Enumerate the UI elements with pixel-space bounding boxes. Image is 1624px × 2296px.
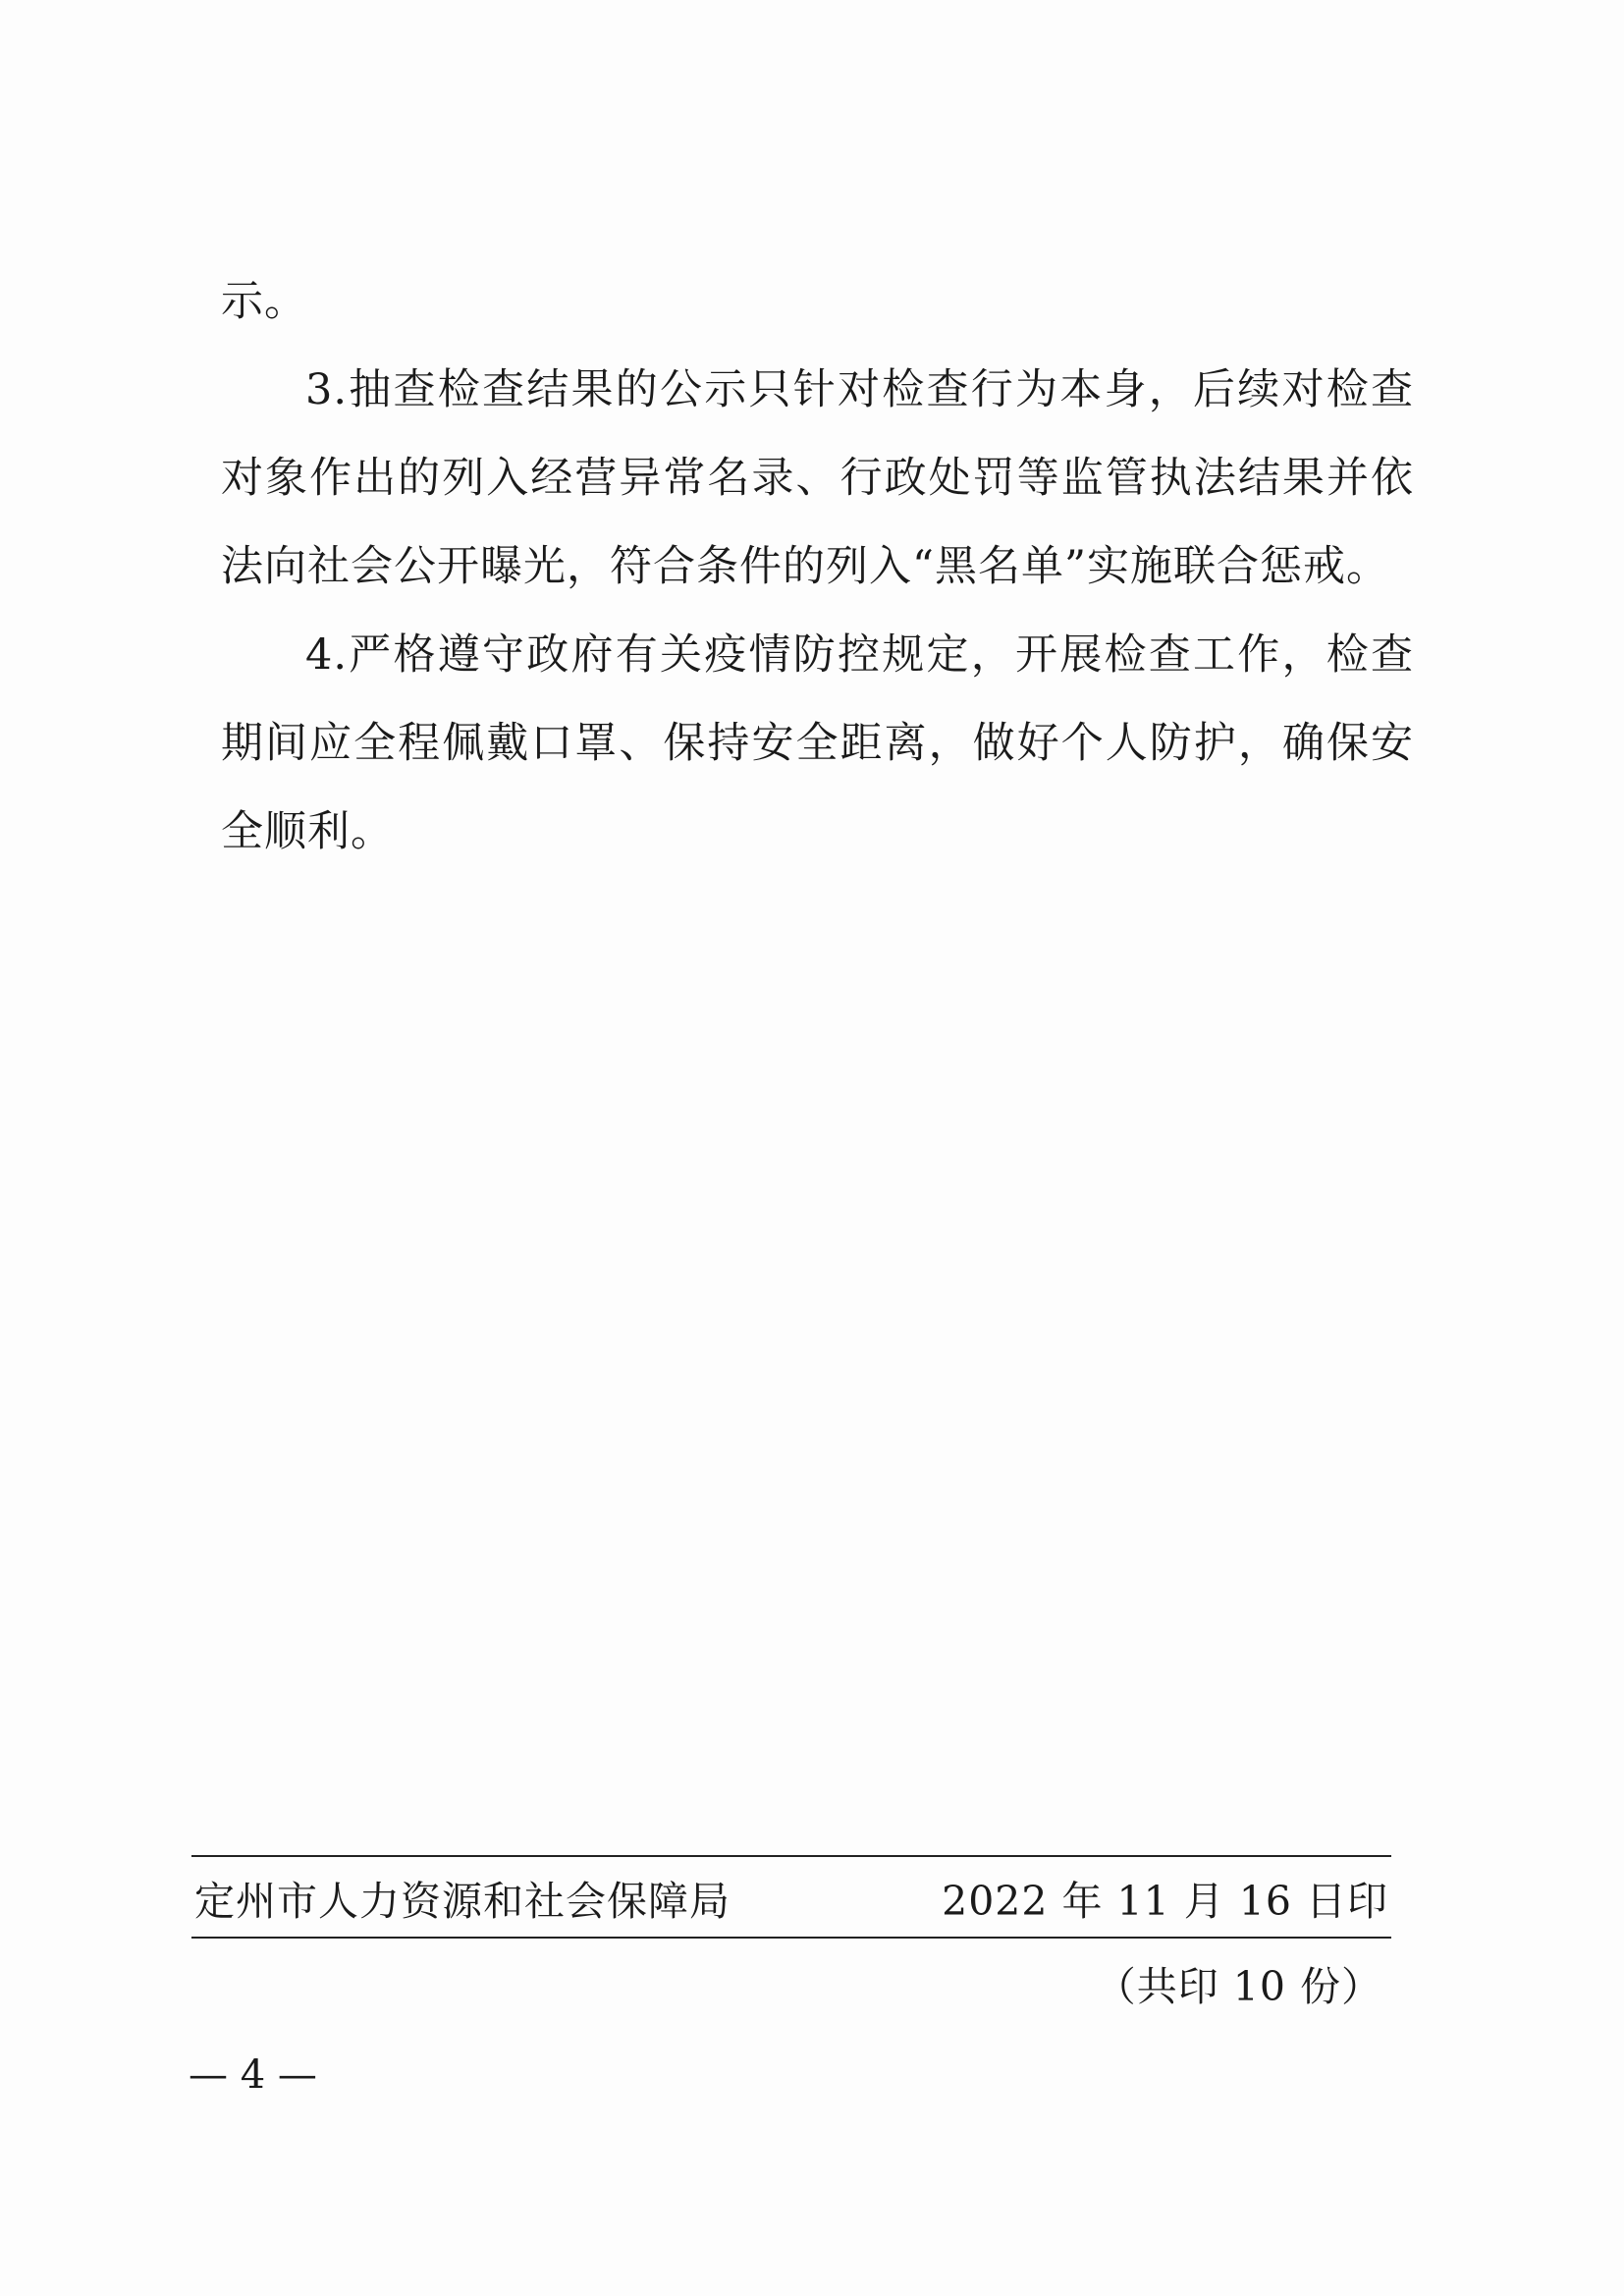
footer-top-rule (191, 1855, 1391, 1857)
paragraph-item-3: 3.抽查检查结果的公示只针对检查行为本身，后续对检查对象作出的列入经营异常名录、行政处罚等监管执法结果并依法向社会公开曝光，符合条件的列入“黑名单”实施联合惩戒。 (221, 365, 1414, 591)
copies-count: （共印 10 份） (1095, 1963, 1382, 2010)
issuing-authority: 定州市人力资源和社会保障局 (194, 1878, 731, 1925)
footer-bottom-rule (191, 1937, 1391, 1939)
print-date: 2022 年 11 月 16 日印 (942, 1878, 1388, 1925)
paragraph-continuation: 示。 (221, 277, 307, 326)
paragraph-item-4: 4.严格遵守政府有关疫情防控规定，开展检查工作，检查期间应全程佩戴口罩、保持安全距离，做好个人防护，确保安全顺利。 (221, 630, 1414, 856)
document-body (221, 257, 1414, 876)
page-number: — 4 — (189, 2052, 317, 2098)
